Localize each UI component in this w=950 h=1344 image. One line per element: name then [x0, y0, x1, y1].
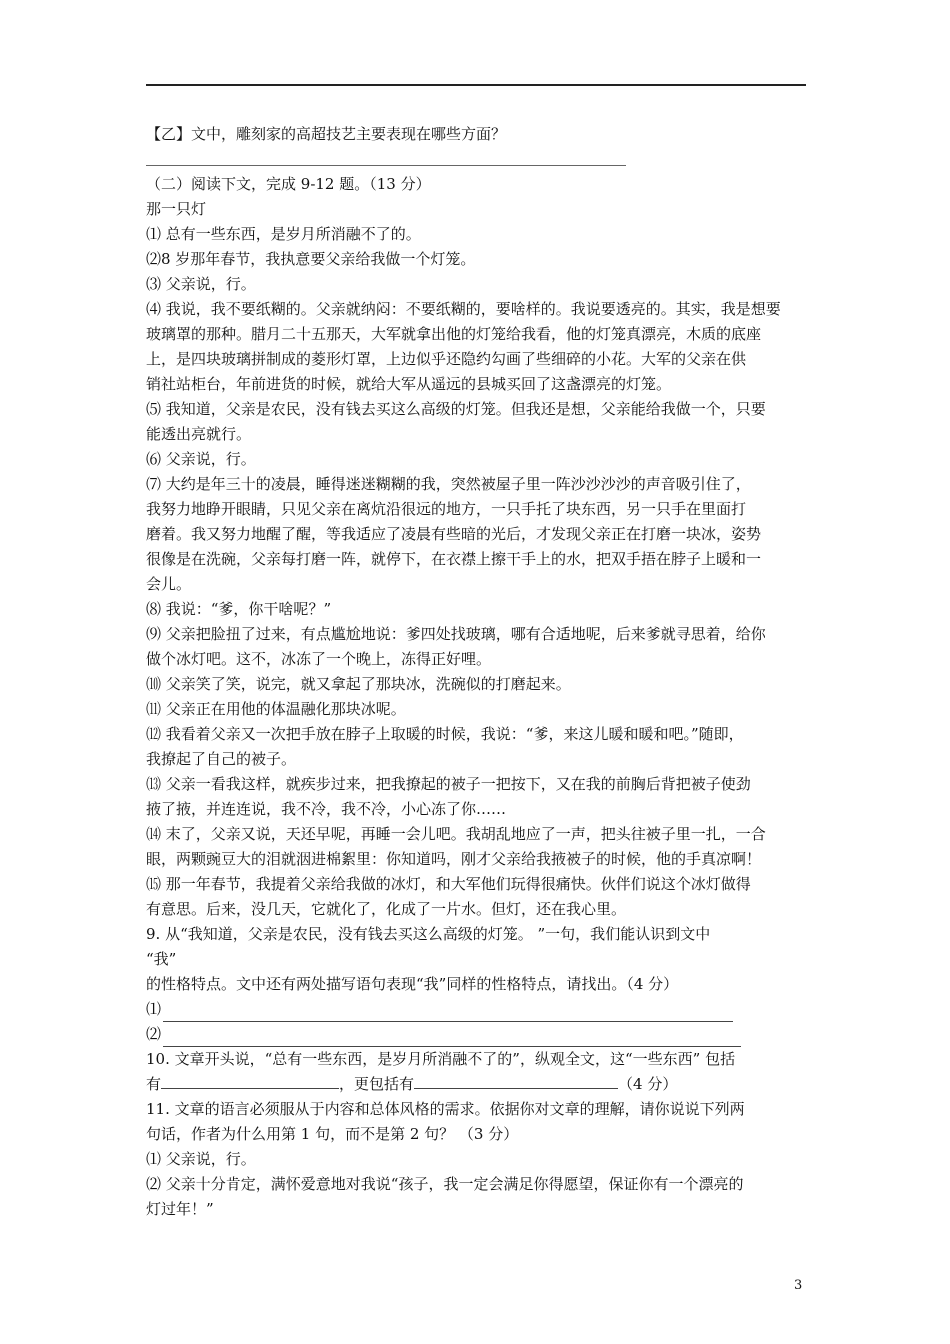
text-line: 磨着。我又努力地醒了醒，等我适应了凌晨有些暗的光后，才发现父亲正在打磨一块冰，姿势	[146, 525, 762, 543]
text-line: ⑾ 父亲正在用他的体温融化那块冰呢。	[146, 700, 406, 718]
page-number: 3	[794, 1278, 803, 1293]
q10-text-b: ，更包括有	[339, 1075, 415, 1093]
text-line: ⑿ 我看着父亲又一次把手放在脖子上取暖的时候，我说：“爹，来这儿暖和暖和吧。”随即，	[146, 725, 744, 743]
text-line: ⑵8 岁那年春节，我执意要父亲给我做一个灯笼。	[146, 250, 476, 268]
text-line: 我努力地睁开眼睛，只见父亲在离炕沿很远的地方，一只手托了块东西，另一只手在里面打	[146, 500, 747, 518]
q10-blank1[interactable]	[161, 1074, 339, 1089]
story-text	[146, 222, 810, 922]
q9-line1: 9. 从“我知道，父亲是农民，没有钱去买这么高级的灯笼。 ”一句，我们能认识到文中	[146, 925, 711, 943]
document-body	[146, 122, 810, 1222]
text-line: ⑹ 父亲说，行。	[146, 450, 256, 468]
text-line: ⑺ 大约是年三十的凌晨，睡得迷迷糊糊的我，突然被屋子里一阵沙沙沙沙的声音吸引住了，	[146, 475, 751, 493]
story-title: 那一只灯	[146, 200, 207, 218]
text-line: ⑸ 我知道，父亲是农民，没有钱去买这么高级的灯笼。但我还是想，父亲能给我做一个，只要	[146, 400, 766, 418]
text-line: 眼，两颗豌豆大的泪就洇进棉絮里：你知道吗，刚才父亲给我掖被子的时候，他的手真凉啊！	[146, 850, 762, 868]
q9-blank1-label: ⑴	[146, 1000, 162, 1018]
text-line: ⑴ 总有一些东西，是岁月所消融不了的。	[146, 225, 421, 243]
q11-line4: ⑵ 父亲十分肯定，满怀爱意地对我说“孩子，我一定会满足你得愿望，保证你有一个漂亮的	[146, 1175, 744, 1193]
header-rule	[146, 84, 806, 86]
text-line: ⒁ 末了，父亲又说，天还早呢，再睡一会儿吧。我胡乱地应了一声，把头往被子里一扎，一合	[146, 825, 766, 843]
q10-blank2[interactable]	[414, 1074, 618, 1089]
q11-line1: 11. 文章的语言必须服从于内容和总体风格的需求。依据你对文章的理解，请你说说下列两	[146, 1100, 745, 1118]
q11-line2: 句话，作者为什么用第 1 句，而不是第 2 句？ （3 分）	[146, 1125, 519, 1143]
q9-answer-1[interactable]	[146, 997, 810, 1022]
q9-line3: 的性格特点。文中还有两处描写语句表现“我”同样的性格特点，请找出。（4 分）	[146, 975, 679, 993]
text-line: 会儿。	[146, 575, 192, 593]
q10-text-c: （4 分）	[618, 1075, 678, 1093]
q10-line1: 10. 文章开头说，“总有一些东西，是岁月所消融不了的”，纵观全文，这“一些东西” 包括	[146, 1050, 736, 1068]
q11-line3: ⑴ 父亲说，行。	[146, 1150, 256, 1168]
question-11	[146, 1097, 810, 1222]
q9-line2: “我”	[146, 950, 177, 968]
text-line: 很像是在洗碗，父亲每打磨一阵，就停下，在衣襟上擦干手上的水，把双手捂在脖子上暖和一	[146, 550, 762, 568]
text-line: 玻璃罩的那种。腊月二十五那天，大军就拿出他的灯笼给我看，他的灯笼真漂亮，木质的底座	[146, 325, 762, 343]
question-10	[146, 1047, 810, 1097]
q9-blank1-line[interactable]	[163, 1005, 733, 1022]
question-9	[146, 922, 810, 1047]
text-line: ⒀ 父亲一看我这样，就疾步过来，把我撩起的被子一把按下，又在我的前胸后背把被子使劲	[146, 775, 751, 793]
answer-blank-yi	[146, 147, 810, 172]
text-line: 上，是四块玻璃拼制成的菱形灯罩，上边似乎还隐约勾画了些细碎的小花。大军的父亲在供	[146, 350, 747, 368]
text-line: 有意思。后来，没几天，它就化了，化成了一片水。但灯，还在我心里。	[146, 900, 627, 918]
text-line: ⑽ 父亲笑了笑，说完，就又拿起了那块冰，洗碗似的打磨起来。	[146, 675, 571, 693]
text-line: ⒂ 那一年春节，我提着父亲给我做的冰灯，和大军他们玩得很痛快。伙伴们说这个冰灯做得	[146, 875, 751, 893]
text-line: 销社站柜台，年前进货的时候，就给大军从遥远的县城买回了这盏漂亮的灯笼。	[146, 375, 672, 393]
question-yi: 【乙】文中，雕刻家的高超技艺主要表现在哪些方面？	[146, 125, 507, 143]
text-line: 做个冰灯吧。这不，冰冻了一个晚上，冻得正好哩。	[146, 650, 492, 668]
text-line: ⑷ 我说，我不要纸糊的。父亲就纳闷：不要纸糊的，要啥样的。我说要透亮的。其实，我是想要	[146, 300, 781, 318]
text-line: 我撩起了自己的被子。	[146, 750, 297, 768]
text-line: ⑼ 父亲把脸扭了过来，有点尴尬地说：爹四处找玻璃，哪有合适地呢，后来爹就寻思着，给你	[146, 625, 766, 643]
section-title: （二）阅读下文，完成 9-12 题。（13 分）	[146, 175, 431, 193]
text-line: ⑻ 我说：“爹，你干啥呢？”	[146, 600, 332, 618]
q10-text-a: 有	[146, 1075, 162, 1093]
q9-blank2-label: ⑵	[146, 1025, 162, 1043]
q9-blank2-line[interactable]	[163, 1030, 741, 1047]
q10-line2	[146, 1072, 810, 1097]
text-line: ⑶ 父亲说，行。	[146, 275, 256, 293]
text-line: 掖了掖，并连连说，我不冷，我不冷，小心冻了你……	[146, 800, 507, 818]
q11-line5: 灯过年！”	[146, 1200, 214, 1218]
text-line: 能透出亮就行。	[146, 425, 252, 443]
q9-answer-2[interactable]	[146, 1022, 810, 1047]
